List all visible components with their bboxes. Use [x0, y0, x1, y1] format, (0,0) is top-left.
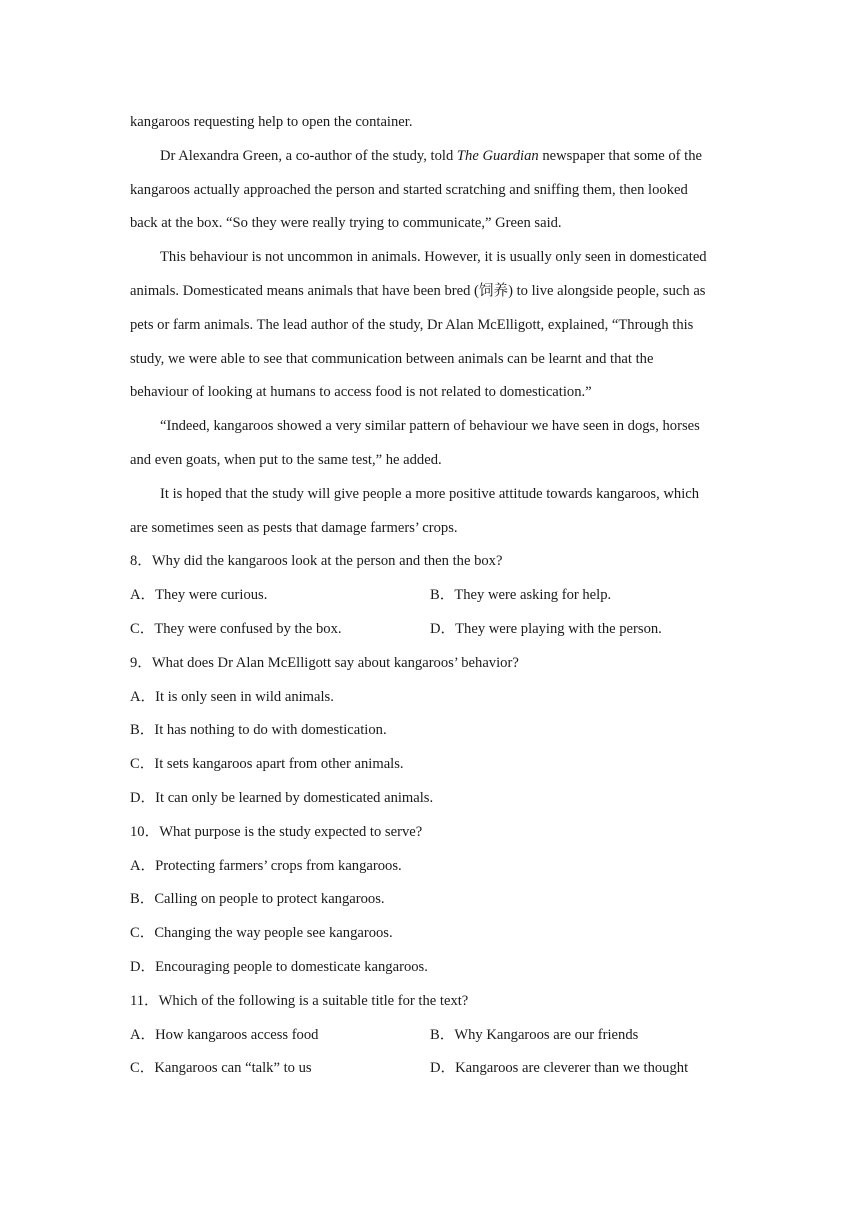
- option-a: A．Protecting farmers’ crops from kangaroos.: [130, 857, 402, 874]
- option-b: B．Calling on people to protect kangaroos.: [130, 891, 385, 908]
- option-row: [130, 1056, 730, 1090]
- option-d: D．Kangaroos are cleverer than we thought: [430, 1060, 689, 1077]
- passage-line: kangaroos requesting help to open the container.: [130, 114, 413, 130]
- passage-line: pets or farm animals. The lead author of the study, Dr Alan McElligott, explained, “Through this: [130, 316, 694, 333]
- option-a: A．It is only seen in wild animals.: [130, 688, 334, 705]
- question-stem: 10．What purpose is the study expected to serve?: [130, 823, 423, 840]
- passage-line: are sometimes seen as pests that damage farmers’ crops.: [130, 519, 458, 536]
- question-stem: 11．Which of the following is a suitable title for the text?: [130, 992, 469, 1009]
- option-c: C．Kangaroos can “talk” to us: [130, 1060, 312, 1077]
- option-row: [130, 583, 730, 617]
- option-b: B．It has nothing to do with domestication.: [130, 722, 387, 739]
- passage-text: newspaper that some of the: [538, 147, 703, 164]
- option-d: D．It can only be learned by domesticated animals.: [130, 789, 434, 806]
- passage-line: [130, 144, 730, 178]
- option-d: D．Encouraging people to domesticate kangaroos.: [130, 958, 428, 975]
- option-b: B．They were asking for help.: [430, 587, 612, 604]
- option-c: C．Changing the way people see kangaroos.: [130, 925, 393, 942]
- option-c: C．It sets kangaroos apart from other animals.: [130, 756, 404, 773]
- option-row: [130, 617, 730, 651]
- passage-line: behaviour of looking at humans to access food is not related to domestication.”: [130, 384, 592, 401]
- passage-line: and even goats, when put to the same test,” he added.: [130, 451, 442, 468]
- option-d: D．They were playing with the person.: [430, 620, 662, 637]
- question-stem: 9．What does Dr Alan McElligott say about kangaroos’ behavior?: [130, 654, 519, 671]
- passage-line: kangaroos actually approached the person and started scratching and sniffing them, then looked: [130, 181, 688, 198]
- document-body: [130, 110, 730, 1090]
- passage-line: This behaviour is not uncommon in animals. However, it is usually only seen in domesticated: [160, 249, 707, 266]
- question-stem: 8．Why did the kangaroos look at the person and then the box?: [130, 553, 503, 570]
- passage-line: It is hoped that the study will give people a more positive attitude towards kangaroos, which: [160, 485, 700, 502]
- passage-line: “Indeed, kangaroos showed a very similar pattern of behaviour we have seen in dogs, horses: [160, 418, 700, 435]
- passage-line: animals. Domesticated means animals that have been bred (饲养) to live alongside people, such as: [130, 282, 706, 299]
- option-b: B．Why Kangaroos are our friends: [430, 1026, 639, 1043]
- option-c: C．They were confused by the box.: [130, 620, 342, 637]
- passage-text: Dr Alexandra Green, a co-author of the study, told: [160, 147, 457, 164]
- newspaper-title: The Guardian: [456, 147, 539, 164]
- option-a: A．How kangaroos access food: [130, 1026, 319, 1043]
- passage-line: back at the box. “So they were really trying to communicate,” Green said.: [130, 215, 562, 232]
- option-row: [130, 1023, 730, 1057]
- passage-line: study, we were able to see that communication between animals can be learnt and that the: [130, 350, 654, 367]
- option-a: A．They were curious.: [130, 587, 268, 604]
